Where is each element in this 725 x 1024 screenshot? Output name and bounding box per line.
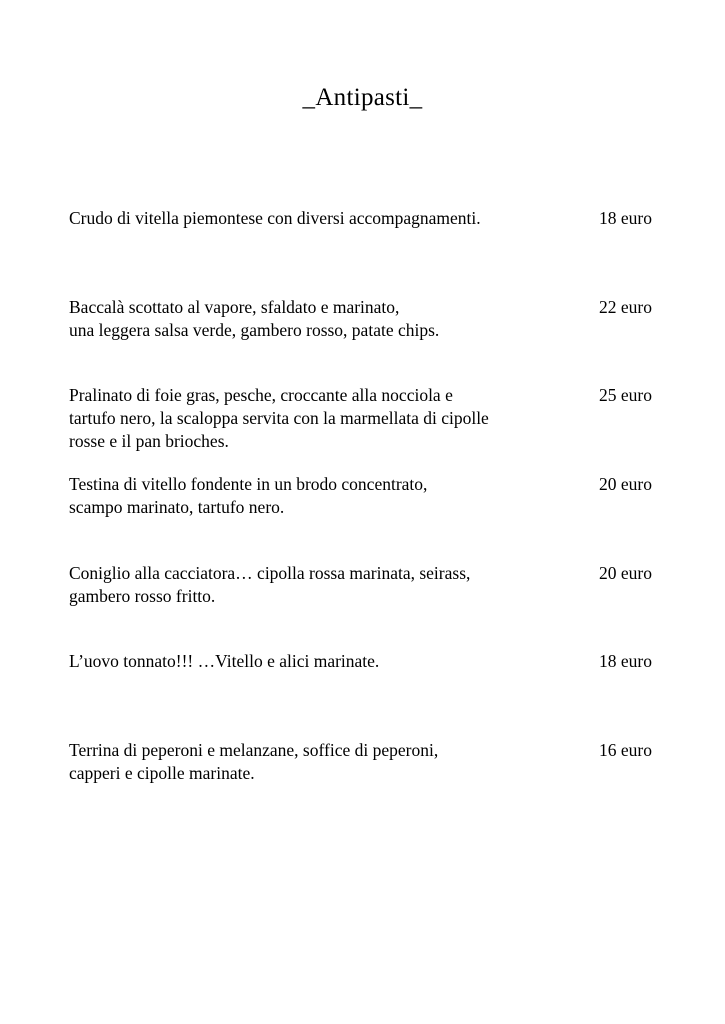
menu-item: [69, 296, 652, 342]
page-title: _Antipasti_: [302, 84, 423, 111]
menu-item: [69, 562, 652, 608]
menu-item-price: 18 euro: [599, 208, 652, 228]
menu-item: [69, 739, 652, 785]
menu-item-price: 20 euro: [599, 474, 652, 494]
menu-item-description: Crudo di vitella piemontese con diversi accompagnamenti.: [69, 208, 481, 228]
menu-item: [69, 384, 652, 453]
menu-item-price: 20 euro: [599, 563, 652, 583]
menu-item-price: 16 euro: [599, 740, 652, 760]
menu-item-price: 18 euro: [599, 651, 652, 671]
menu-item-description: Pralinato di foie gras, pesche, croccante alla nocciola e tartufo nero, la scaloppa servita con la marmellata di cipolle rosse e il pan brioches.: [69, 385, 489, 451]
menu-item: [69, 473, 652, 519]
menu-item-description: Coniglio alla cacciatora… cipolla rossa marinata, seirass, gambero rosso fritto.: [69, 563, 471, 606]
menu-item-price: 25 euro: [599, 385, 652, 405]
menu-item-description: Testina di vitello fondente in un brodo concentrato, scampo marinato, tartufo nero.: [69, 474, 428, 517]
menu-item: [69, 650, 652, 673]
menu-item-price: 22 euro: [599, 297, 652, 317]
menu-item-description: L’uovo tonnato!!! …Vitello e alici marinate.: [69, 651, 380, 671]
menu-item: [69, 207, 652, 230]
menu-item-description: Baccalà scottato al vapore, sfaldato e marinato, una leggera salsa verde, gambero rosso, patate chips.: [69, 297, 440, 340]
menu-item-description: Terrina di peperoni e melanzane, soffice di peperoni, capperi e cipolle marinate.: [69, 740, 439, 783]
